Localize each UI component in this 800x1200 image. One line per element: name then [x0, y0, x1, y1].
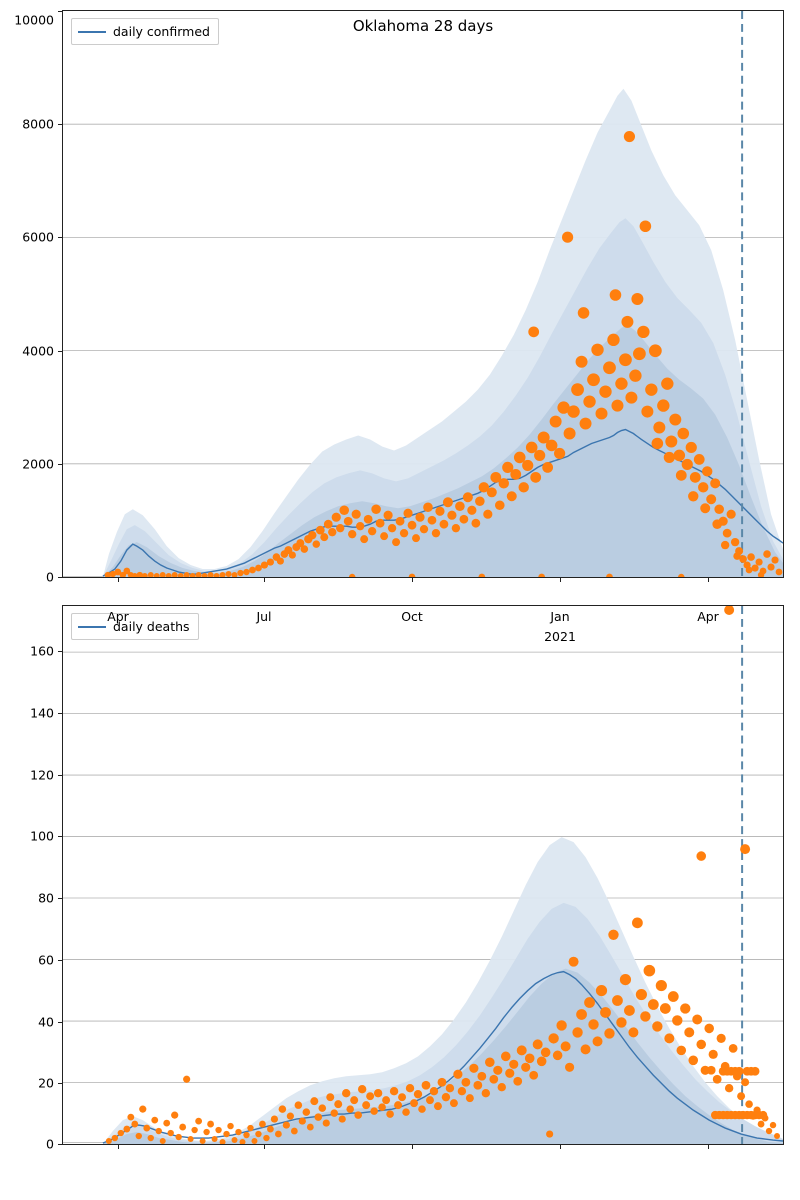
ytick-label-20: 20: [38, 1075, 54, 1091]
ytick-mark: [58, 1083, 62, 1084]
legend-daily-confirmed: [71, 18, 219, 45]
ytick-mark: [58, 898, 62, 899]
xtick-label-jul: Jul: [256, 609, 272, 624]
legend-label-daily-deaths: daily deaths: [113, 619, 190, 634]
legend-daily-deaths: [71, 613, 199, 640]
xtick-mark: [708, 578, 709, 582]
ytick-label-2000: 2000: [22, 456, 54, 472]
ytick-label-160: 160: [30, 643, 54, 659]
ytick-label-100: 100: [30, 828, 54, 844]
ytick-label-140: 140: [30, 705, 54, 721]
xtick-mark: [708, 1145, 709, 1149]
daily-deaths-axes: [62, 605, 784, 1145]
ytick-mark: [58, 351, 62, 352]
ytick-mark: [58, 237, 62, 238]
xtick-label-apr-2: Apr: [697, 609, 719, 624]
daily-deaths-plot: [63, 606, 783, 1144]
legend-line-swatch: [78, 31, 106, 33]
ytick-label-10000: 10000: [14, 12, 54, 28]
xtick-mark: [560, 1145, 561, 1149]
ytick-mark: [58, 713, 62, 714]
xtick-mark: [118, 1145, 119, 1149]
ytick-label-40: 40: [38, 1014, 54, 1030]
xtick-mark: [412, 578, 413, 582]
xtick-mark: [264, 578, 265, 582]
ytick-mark: [58, 775, 62, 776]
xtick-label-jan: Jan: [550, 609, 570, 624]
ytick-label-0: 0: [46, 1136, 54, 1152]
xtick-mark: [264, 1145, 265, 1149]
ytick-mark: [58, 836, 62, 837]
xtick-label-oct: Oct: [401, 609, 423, 624]
ytick-label-8000: 8000: [22, 116, 54, 132]
xtick-mark: [560, 578, 561, 582]
legend-line-swatch: [78, 626, 106, 628]
ytick-label-120: 120: [30, 767, 54, 783]
ytick-label-80: 80: [38, 890, 54, 906]
ytick-mark: [58, 577, 62, 578]
daily-deaths-panel: [30, 605, 784, 1152]
ytick-mark: [58, 960, 62, 961]
legend-label-daily-confirmed: daily confirmed: [113, 24, 210, 39]
xtick-label-apr: Apr: [107, 609, 129, 624]
ytick-mark: [58, 651, 62, 652]
ytick-label-0: 0: [46, 569, 54, 585]
daily-confirmed-panel: [14, 10, 784, 585]
xaxis-year-label: 2021: [544, 629, 576, 644]
ytick-mark: [58, 464, 62, 465]
daily-confirmed-axes: [62, 10, 784, 578]
ytick-mark: [58, 1022, 62, 1023]
ytick-mark: [58, 1144, 62, 1145]
ytick-label-6000: 6000: [22, 229, 54, 245]
ytick-mark: [58, 11, 62, 12]
page-title: Oklahoma 28 days: [352, 17, 494, 35]
daily-confirmed-plot: [63, 11, 783, 577]
ytick-label-4000: 4000: [22, 343, 54, 359]
xtick-mark: [412, 1145, 413, 1149]
ytick-mark: [58, 124, 62, 125]
xtick-mark: [118, 578, 119, 582]
ytick-label-60: 60: [38, 952, 54, 968]
